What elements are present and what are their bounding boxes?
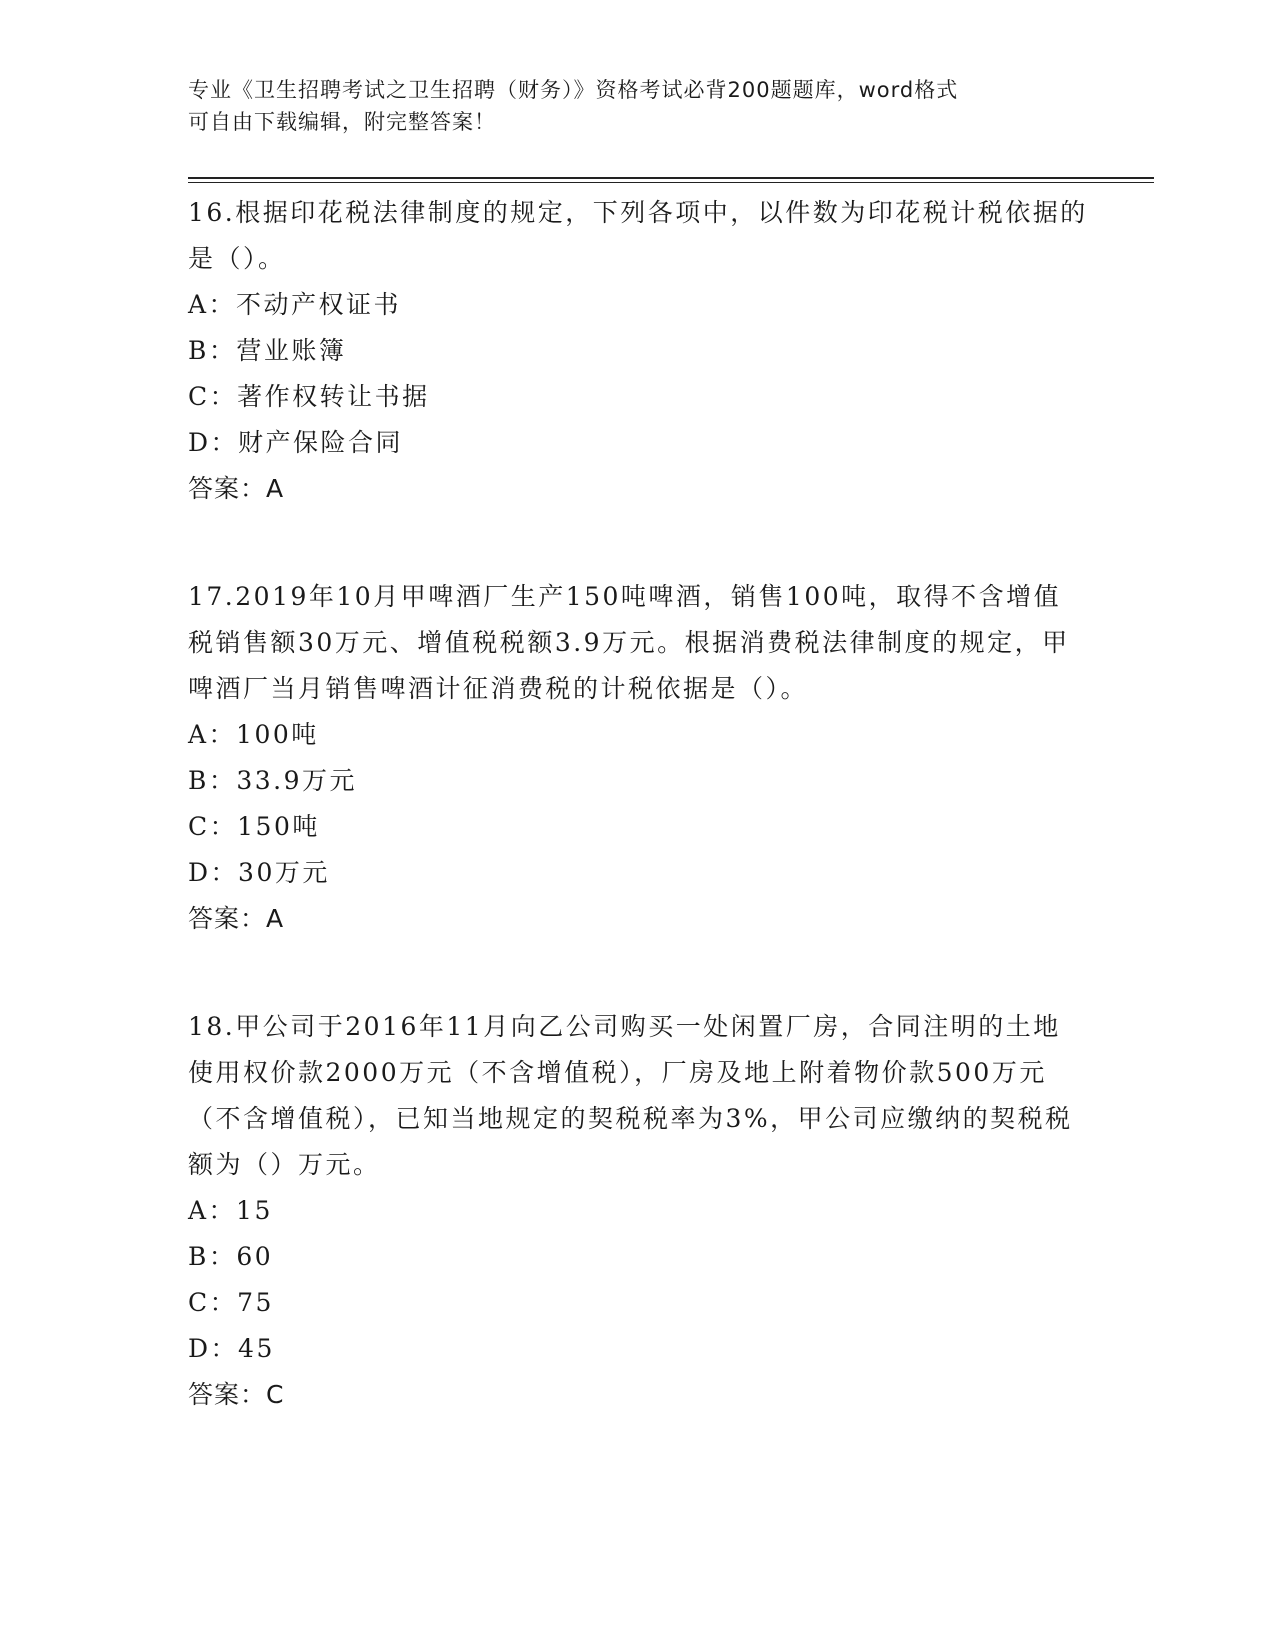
option-c: C：著作权转让书据 bbox=[188, 382, 430, 411]
option-a: A：15 bbox=[188, 1196, 273, 1225]
question-list bbox=[188, 190, 1088, 1480]
document-header bbox=[188, 74, 1068, 138]
option-b: B：60 bbox=[188, 1242, 274, 1271]
question-text: 18.甲公司于2016年11月向乙公司购买一处闲置厂房，合同注明的土地使用权价款2000万元（不含增值税），厂房及地上附着物价款500万元（不含增值税），已知当地规定的契税税率为3%，甲公司应缴纳的契税税额为（）万元。 bbox=[188, 1012, 1073, 1179]
header-divider-thin bbox=[188, 182, 1154, 183]
option-b: B：营业账簿 bbox=[188, 336, 347, 365]
option-d: D：30万元 bbox=[188, 858, 330, 887]
question-17 bbox=[188, 574, 1088, 942]
answer: 答案：A bbox=[188, 904, 285, 933]
option-a: A：不动产权证书 bbox=[188, 290, 402, 319]
header-line-2: 可自由下载编辑，附完整答案！ bbox=[188, 110, 496, 134]
answer: 答案：A bbox=[188, 474, 285, 503]
option-a: A：100吨 bbox=[188, 720, 319, 749]
question-18 bbox=[188, 1004, 1088, 1418]
question-text: 17.2019年10月甲啤酒厂生产150吨啤酒，销售100吨，取得不含增值税销售额30万元、增值税税额3.9万元。根据消费税法律制度的规定，甲啤酒厂当月销售啤酒计征消费税的计税依据是（）。 bbox=[188, 582, 1070, 703]
option-d: D：财产保险合同 bbox=[188, 428, 404, 457]
option-b: B：33.9万元 bbox=[188, 766, 358, 795]
header-divider-thick bbox=[188, 177, 1154, 179]
option-c: C：150吨 bbox=[188, 812, 320, 841]
option-c: C：75 bbox=[188, 1288, 274, 1317]
header-line-1: 专业《卫生招聘考试之卫生招聘（财务）》资格考试必背200题题库，word格式 bbox=[188, 78, 959, 102]
question-16 bbox=[188, 190, 1088, 512]
answer: 答案：C bbox=[188, 1380, 285, 1409]
option-d: D：45 bbox=[188, 1334, 275, 1363]
question-text: 16.根据印花税法律制度的规定，下列各项中，以件数为印花税计税依据的是（）。 bbox=[188, 198, 1088, 273]
